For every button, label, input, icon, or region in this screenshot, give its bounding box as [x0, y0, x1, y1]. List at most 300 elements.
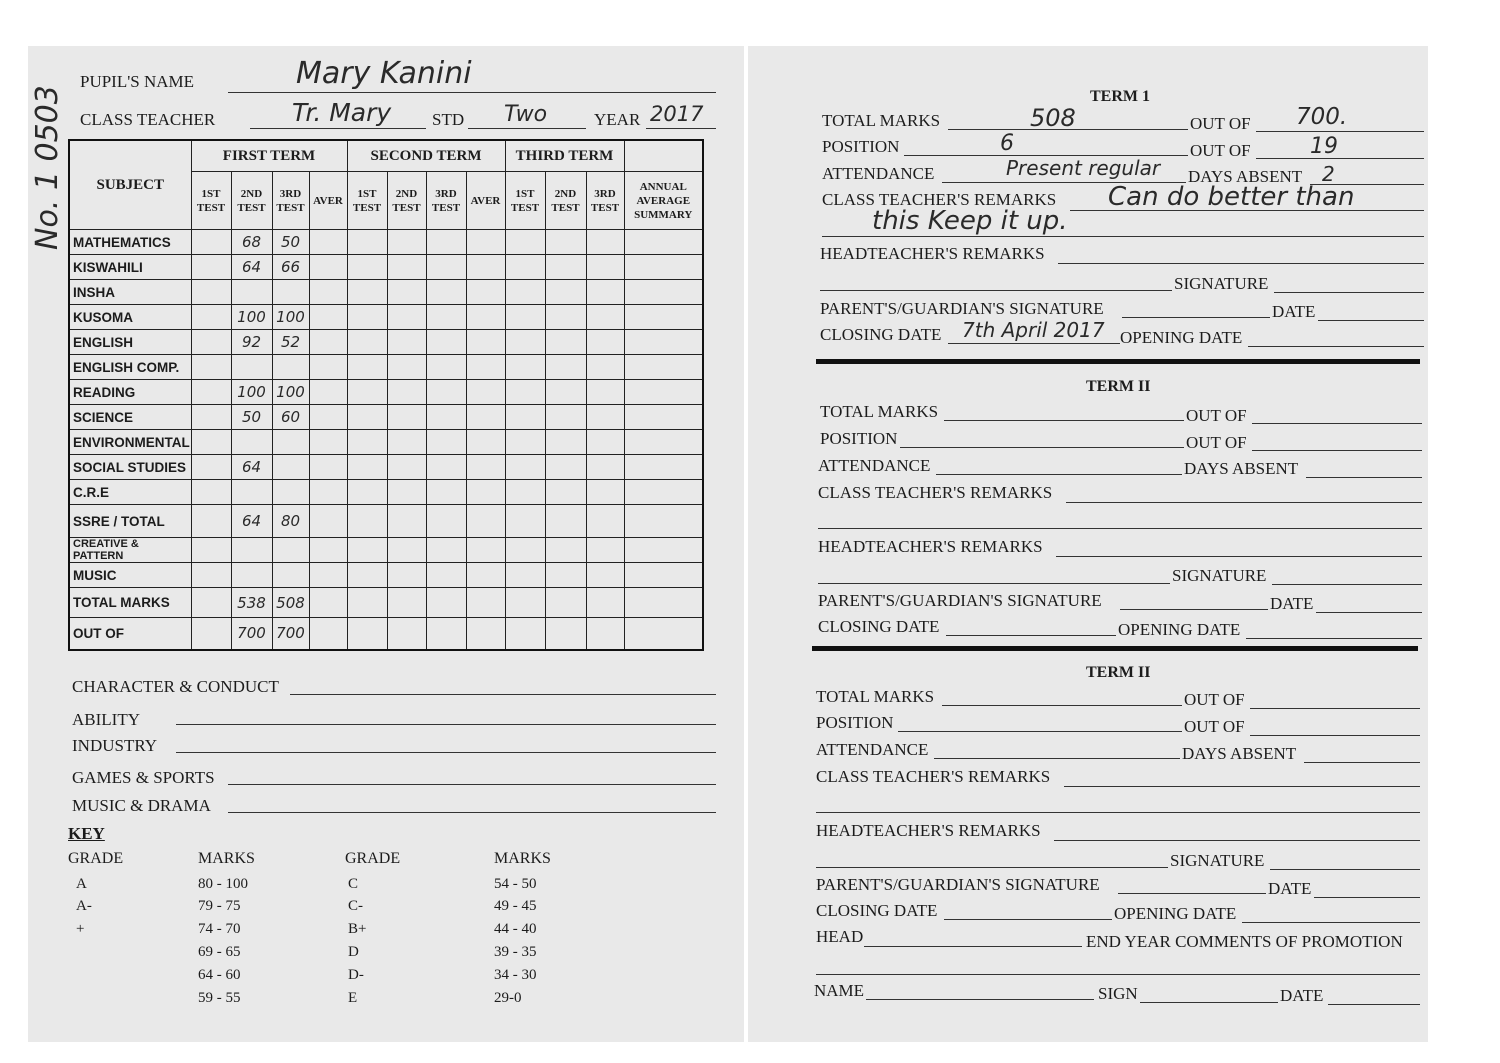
empty-cell: [309, 255, 347, 280]
empty-cell: [545, 255, 586, 280]
empty-cell: [347, 230, 387, 255]
empty-cell: [309, 380, 347, 405]
term3-teacher-remarks-label: CLASS TEACHER'S REMARKS: [816, 767, 1051, 786]
empty-cell: [191, 380, 231, 405]
first-term-test2-cell: [231, 430, 272, 455]
subject-cell: C.R.E: [69, 480, 191, 505]
empty-cell: [545, 618, 586, 650]
empty-cell: [505, 330, 545, 355]
term3-opening-date-label: OPENING DATE: [1114, 904, 1237, 923]
empty-cell: [624, 280, 703, 305]
term2-total-marks-line: [944, 420, 1184, 421]
term3-total-marks-label: TOTAL MARKS: [816, 687, 935, 706]
term3-out-of-label: OUT OF: [1184, 690, 1245, 709]
empty-cell: [505, 505, 545, 538]
term1-position-label: POSITION: [822, 137, 900, 156]
empty-cell: [545, 455, 586, 480]
table-row: [69, 405, 703, 430]
term1-divider: [816, 359, 1420, 364]
std-label: STD: [432, 110, 465, 129]
key-grade-header-right: GRADE: [345, 850, 401, 867]
table-row: [69, 305, 703, 330]
empty-cell: [347, 305, 387, 330]
t2-test3-header: 3RD TEST: [426, 172, 466, 230]
empty-cell: [624, 563, 703, 588]
term3-teacher-remarks-line2: [816, 812, 1420, 813]
term1-out-of-value: 700.: [1296, 104, 1348, 130]
empty-cell: [426, 405, 466, 430]
term2-opening-date-line: [1246, 638, 1422, 639]
key-right-marks: 34 - 30: [494, 967, 537, 983]
empty-cell: [624, 380, 703, 405]
table-row: [69, 480, 703, 505]
term1-date-line: [1318, 320, 1424, 321]
term2-days-absent-line: [1306, 477, 1422, 478]
first-term-test3-cell: 52: [272, 330, 309, 355]
empty-cell: [466, 563, 505, 588]
empty-cell: [586, 280, 624, 305]
empty-cell: [387, 618, 426, 650]
term1-closing-date-line: [948, 343, 1120, 344]
term3-signature-label: SIGNATURE: [1170, 851, 1265, 870]
empty-cell: [309, 505, 347, 538]
term3-days-absent-label: DAYS ABSENT: [1182, 744, 1297, 763]
empty-cell: [347, 588, 387, 618]
empty-cell: [586, 430, 624, 455]
empty-cell: [426, 305, 466, 330]
term1-closing-date-label: CLOSING DATE: [820, 325, 942, 344]
empty-cell: [191, 563, 231, 588]
first-term-test2-cell: [231, 538, 272, 563]
first-term-test2-cell: 64: [231, 455, 272, 480]
term2-date-line: [1316, 612, 1422, 613]
games-sports-line: [228, 784, 716, 785]
term1-total-marks-label: TOTAL MARKS: [822, 111, 941, 130]
table-row: [69, 280, 703, 305]
games-sports-label: GAMES & SPORTS: [72, 768, 215, 787]
term1-position-out-of-value: 19: [1310, 134, 1338, 159]
term2-teacher-remarks-label: CLASS TEACHER'S REMARKS: [818, 483, 1053, 502]
empty-cell: [545, 230, 586, 255]
key-right-grade: D: [348, 944, 359, 960]
empty-cell: [545, 430, 586, 455]
key-right-grade: C-: [348, 898, 363, 914]
empty-cell: [347, 405, 387, 430]
term1-parent-signature-line: [1122, 317, 1270, 318]
empty-cell: [191, 505, 231, 538]
term3-opening-date-line: [1242, 922, 1420, 923]
first-term-test2-cell: 92: [231, 330, 272, 355]
std-value: Two: [504, 102, 548, 127]
ability-line: [176, 724, 716, 725]
empty-cell: [426, 505, 466, 538]
term3-sign-line: [1140, 1002, 1278, 1003]
empty-cell: [191, 618, 231, 650]
table-row: [69, 330, 703, 355]
subject-cell: SSRE / TOTAL: [69, 505, 191, 538]
key-marks-header-left: MARKS: [198, 850, 255, 867]
empty-cell: [505, 230, 545, 255]
term3-signature-line: [1270, 869, 1420, 870]
key-left-marks: 64 - 60: [198, 967, 241, 983]
empty-cell: [387, 305, 426, 330]
empty-cell: [624, 405, 703, 430]
key-left-marks: 80 - 100: [198, 876, 248, 892]
pupil-name-line: [228, 92, 716, 93]
first-term-test3-cell: [272, 430, 309, 455]
term1-out-of-label: OUT OF: [1190, 114, 1251, 133]
first-term-test3-cell: [272, 280, 309, 305]
term3-title: TERM II: [1086, 664, 1151, 681]
empty-cell: [191, 405, 231, 430]
empty-cell: [347, 563, 387, 588]
empty-cell: [505, 405, 545, 430]
empty-cell: [466, 380, 505, 405]
term3-name-label: NAME: [814, 981, 865, 1000]
empty-cell: [586, 230, 624, 255]
term3-out-of-line: [1250, 708, 1420, 709]
first-term-test2-cell: 700: [231, 618, 272, 650]
term2-out-of-label: OUT OF: [1186, 406, 1247, 425]
empty-cell: [466, 355, 505, 380]
empty-cell: [426, 380, 466, 405]
term3-final-date-line: [1328, 1004, 1420, 1005]
term3-end-year-line: [816, 974, 1420, 975]
class-teacher-value: Tr. Mary: [292, 98, 392, 127]
empty-cell: [505, 255, 545, 280]
empty-cell: [466, 330, 505, 355]
first-term-test3-cell: [272, 355, 309, 380]
empty-cell: [387, 380, 426, 405]
table-row: [69, 563, 703, 588]
subject-cell: SOCIAL STUDIES: [69, 455, 191, 480]
empty-cell: [191, 330, 231, 355]
term3-date-label: DATE: [1268, 879, 1312, 898]
term2-days-absent-label: DAYS ABSENT: [1184, 459, 1299, 478]
empty-cell: [191, 538, 231, 563]
t2-aver-header: AVER: [466, 172, 505, 230]
t3-test3-header: 3RD TEST: [586, 172, 624, 230]
class-teacher-label: CLASS TEACHER: [80, 110, 216, 129]
term1-teacher-remarks-line2: this Keep it up.: [872, 206, 1068, 236]
term1-attendance-label: ATTENDANCE: [822, 164, 935, 183]
term1-opening-date-label: OPENING DATE: [1120, 328, 1243, 347]
term1-out-of-line: [1256, 131, 1424, 132]
key-left-grade: A-: [76, 898, 92, 914]
empty-cell: [586, 305, 624, 330]
table-row: [69, 355, 703, 380]
empty-cell: [586, 380, 624, 405]
subject-cell: KISWAHILI: [69, 255, 191, 280]
term2-date-label: DATE: [1270, 594, 1314, 613]
margin-handwritten-number: No. 1 0503: [30, 85, 65, 250]
table-row: [69, 380, 703, 405]
empty-cell: [191, 430, 231, 455]
t2-test1-header: 1ST TEST: [347, 172, 387, 230]
empty-cell: [426, 280, 466, 305]
empty-cell: [466, 505, 505, 538]
empty-cell: [347, 505, 387, 538]
year-line: [646, 128, 716, 129]
key-right-marks: 49 - 45: [494, 898, 537, 914]
character-conduct-label: CHARACTER & CONDUCT: [72, 677, 279, 696]
first-term-test2-cell: [231, 355, 272, 380]
term2-attendance-line: [936, 474, 1182, 475]
term3-position-out-of-label: OUT OF: [1184, 717, 1245, 736]
empty-cell: [466, 305, 505, 330]
empty-cell: [505, 430, 545, 455]
character-conduct-line: [290, 694, 716, 695]
third-term-header: THIRD TERM: [505, 140, 624, 172]
pupil-name-value: Mary Kanini: [296, 56, 472, 91]
term2-parent-signature-line: [1120, 609, 1268, 610]
empty-cell: [191, 588, 231, 618]
empty-cell: [466, 230, 505, 255]
term1-title: TERM 1: [1090, 88, 1150, 105]
empty-cell: [347, 380, 387, 405]
first-term-test3-cell: 50: [272, 230, 309, 255]
empty-cell: [586, 405, 624, 430]
term3-closing-date-label: CLOSING DATE: [816, 901, 938, 920]
empty-cell: [387, 505, 426, 538]
term2-teacher-remarks-line: [1066, 502, 1422, 503]
empty-cell: [545, 330, 586, 355]
term3-parent-signature-line: [1118, 893, 1266, 894]
term1-signature-label: SIGNATURE: [1174, 274, 1269, 293]
first-term-header: FIRST TERM: [191, 140, 347, 172]
term2-closing-date-label: CLOSING DATE: [818, 617, 940, 636]
table-row: [69, 588, 703, 618]
empty-cell: [586, 455, 624, 480]
term1-teacher-remarks-line1: Can do better than: [1108, 182, 1355, 212]
first-term-test2-cell: 538: [231, 588, 272, 618]
empty-cell: [545, 480, 586, 505]
term1-teacher-remarks-line2-rule: [822, 236, 1424, 237]
empty-cell: [624, 505, 703, 538]
empty-cell: [505, 455, 545, 480]
term2-divider: [812, 646, 1418, 651]
empty-cell: [191, 480, 231, 505]
empty-cell: [426, 618, 466, 650]
empty-cell: [387, 330, 426, 355]
empty-cell: [309, 563, 347, 588]
empty-cell: [545, 405, 586, 430]
term3-head-label: HEAD: [816, 927, 864, 946]
subject-cell: KUSOMA: [69, 305, 191, 330]
empty-cell: [545, 355, 586, 380]
empty-cell: [347, 355, 387, 380]
subject-cell: READING: [69, 380, 191, 405]
key-left-marks: 59 - 55: [198, 990, 241, 1006]
empty-cell: [387, 255, 426, 280]
term3-position-out-of-line: [1250, 735, 1420, 736]
first-term-test3-cell: 60: [272, 405, 309, 430]
key-marks-header-right: MARKS: [494, 850, 551, 867]
music-drama-line: [228, 812, 716, 813]
term2-position-line: [900, 447, 1184, 448]
empty-cell: [505, 480, 545, 505]
empty-cell: [387, 430, 426, 455]
term2-position-out-of-label: OUT OF: [1186, 433, 1247, 452]
ability-label: ABILITY: [72, 710, 140, 729]
term3-parent-signature-label: PARENT'S/GUARDIAN'S SIGNATURE: [816, 875, 1100, 894]
key-left-marks: 74 - 70: [198, 921, 241, 937]
year-value: 2017: [650, 102, 704, 126]
term1-parent-signature-label: PARENT'S/GUARDIAN'S SIGNATURE: [820, 299, 1104, 318]
empty-cell: [624, 588, 703, 618]
term1-head-remarks-line: [1058, 263, 1424, 264]
empty-cell: [586, 563, 624, 588]
empty-cell: [586, 355, 624, 380]
term1-teacher-remarks-label: CLASS TEACHER'S REMARKS: [822, 190, 1057, 209]
empty-cell: [624, 230, 703, 255]
term1-total-marks-value: 508: [1030, 104, 1076, 132]
subject-cell: OUT OF: [69, 618, 191, 650]
first-term-test3-cell: 100: [272, 380, 309, 405]
term3-position-line: [898, 731, 1182, 732]
empty-cell: [191, 280, 231, 305]
subject-cell: MUSIC: [69, 563, 191, 588]
empty-cell: [545, 305, 586, 330]
empty-cell: [586, 480, 624, 505]
second-term-header: SECOND TERM: [347, 140, 505, 172]
key-right-marks: 54 - 50: [494, 876, 537, 892]
term2-signature-line: [1272, 584, 1422, 585]
term1-position-value: 6: [1000, 131, 1014, 156]
empty-cell: [466, 455, 505, 480]
term1-opening-date-line: [1248, 346, 1424, 347]
annual-header-blank: [624, 140, 703, 172]
empty-cell: [309, 405, 347, 430]
term3-final-date-label: DATE: [1280, 986, 1324, 1005]
empty-cell: [624, 430, 703, 455]
empty-cell: [466, 255, 505, 280]
empty-cell: [466, 480, 505, 505]
empty-cell: [347, 330, 387, 355]
key-left-marks: 79 - 75: [198, 898, 241, 914]
table-row: [69, 455, 703, 480]
term3-signature-lead-line: [816, 867, 1168, 868]
empty-cell: [586, 588, 624, 618]
empty-cell: [347, 255, 387, 280]
empty-cell: [586, 330, 624, 355]
empty-cell: [426, 455, 466, 480]
empty-cell: [624, 455, 703, 480]
subject-cell: ENVIRONMENTAL: [69, 430, 191, 455]
empty-cell: [505, 355, 545, 380]
empty-cell: [466, 588, 505, 618]
term2-signature-lead-line: [818, 583, 1170, 584]
empty-cell: [309, 305, 347, 330]
empty-cell: [545, 280, 586, 305]
term3-end-year-label: END YEAR COMMENTS OF PROMOTION: [1086, 932, 1403, 951]
t3-test2-header: 2ND TEST: [545, 172, 586, 230]
empty-cell: [545, 563, 586, 588]
empty-cell: [466, 538, 505, 563]
empty-cell: [466, 280, 505, 305]
term1-signature-line: [1274, 292, 1424, 293]
key-grade-header-left: GRADE: [68, 850, 124, 867]
term1-days-absent-value: 2: [1322, 162, 1335, 186]
key-left-grade: A: [76, 876, 87, 892]
empty-cell: [426, 355, 466, 380]
first-term-test2-cell: 100: [231, 380, 272, 405]
empty-cell: [624, 538, 703, 563]
empty-cell: [545, 380, 586, 405]
term2-attendance-label: ATTENDANCE: [818, 456, 931, 475]
empty-cell: [545, 505, 586, 538]
empty-cell: [309, 455, 347, 480]
term2-out-of-line: [1252, 423, 1422, 424]
empty-cell: [387, 455, 426, 480]
empty-cell: [586, 538, 624, 563]
term3-name-line: [866, 999, 1094, 1000]
term3-total-marks-line: [942, 705, 1182, 706]
key-right-grade: C: [348, 876, 359, 892]
empty-cell: [347, 455, 387, 480]
class-teacher-line: [250, 128, 426, 129]
empty-cell: [505, 280, 545, 305]
term2-head-remarks-label: HEADTEACHER'S REMARKS: [818, 537, 1043, 556]
empty-cell: [505, 563, 545, 588]
year-label: YEAR: [594, 110, 641, 129]
term3-days-absent-line: [1304, 762, 1420, 763]
term1-position-out-of-line: [1256, 158, 1424, 159]
empty-cell: [586, 505, 624, 538]
term1-signature-lead-line: [820, 290, 1172, 291]
term2-title: TERM II: [1086, 378, 1151, 395]
table-row: [69, 255, 703, 280]
key-right-marks: 44 - 40: [494, 921, 537, 937]
term2-teacher-remarks-line2: [818, 528, 1422, 529]
empty-cell: [191, 455, 231, 480]
empty-cell: [387, 355, 426, 380]
key-right-grade: B+: [348, 921, 367, 937]
subject-cell: ENGLISH COMP.: [69, 355, 191, 380]
subject-cell: CREATIVE & PATTERN: [69, 538, 191, 563]
pupil-name-label: PUPIL'S NAME: [80, 72, 195, 91]
first-term-test3-cell: [272, 480, 309, 505]
empty-cell: [624, 255, 703, 280]
empty-cell: [309, 330, 347, 355]
t1-test3-header: 3RD TEST: [272, 172, 309, 230]
subject-cell: TOTAL MARKS: [69, 588, 191, 618]
empty-cell: [426, 563, 466, 588]
term2-signature-label: SIGNATURE: [1172, 566, 1267, 585]
empty-cell: [545, 538, 586, 563]
empty-cell: [426, 588, 466, 618]
empty-cell: [624, 305, 703, 330]
empty-cell: [347, 480, 387, 505]
empty-cell: [309, 480, 347, 505]
empty-cell: [309, 588, 347, 618]
empty-cell: [347, 538, 387, 563]
empty-cell: [505, 588, 545, 618]
empty-cell: [624, 355, 703, 380]
empty-cell: [505, 538, 545, 563]
empty-cell: [309, 618, 347, 650]
empty-cell: [505, 380, 545, 405]
term2-position-label: POSITION: [820, 429, 898, 448]
key-left-grade: +: [76, 921, 85, 937]
term1-attendance-value: Present regular: [1006, 156, 1161, 180]
term1-head-remarks-label: HEADTEACHER'S REMARKS: [820, 244, 1045, 263]
first-term-test3-cell: 508: [272, 588, 309, 618]
empty-cell: [309, 538, 347, 563]
t3-test1-header: 1ST TEST: [505, 172, 545, 230]
term3-head-remarks-line: [1054, 840, 1420, 841]
empty-cell: [426, 430, 466, 455]
